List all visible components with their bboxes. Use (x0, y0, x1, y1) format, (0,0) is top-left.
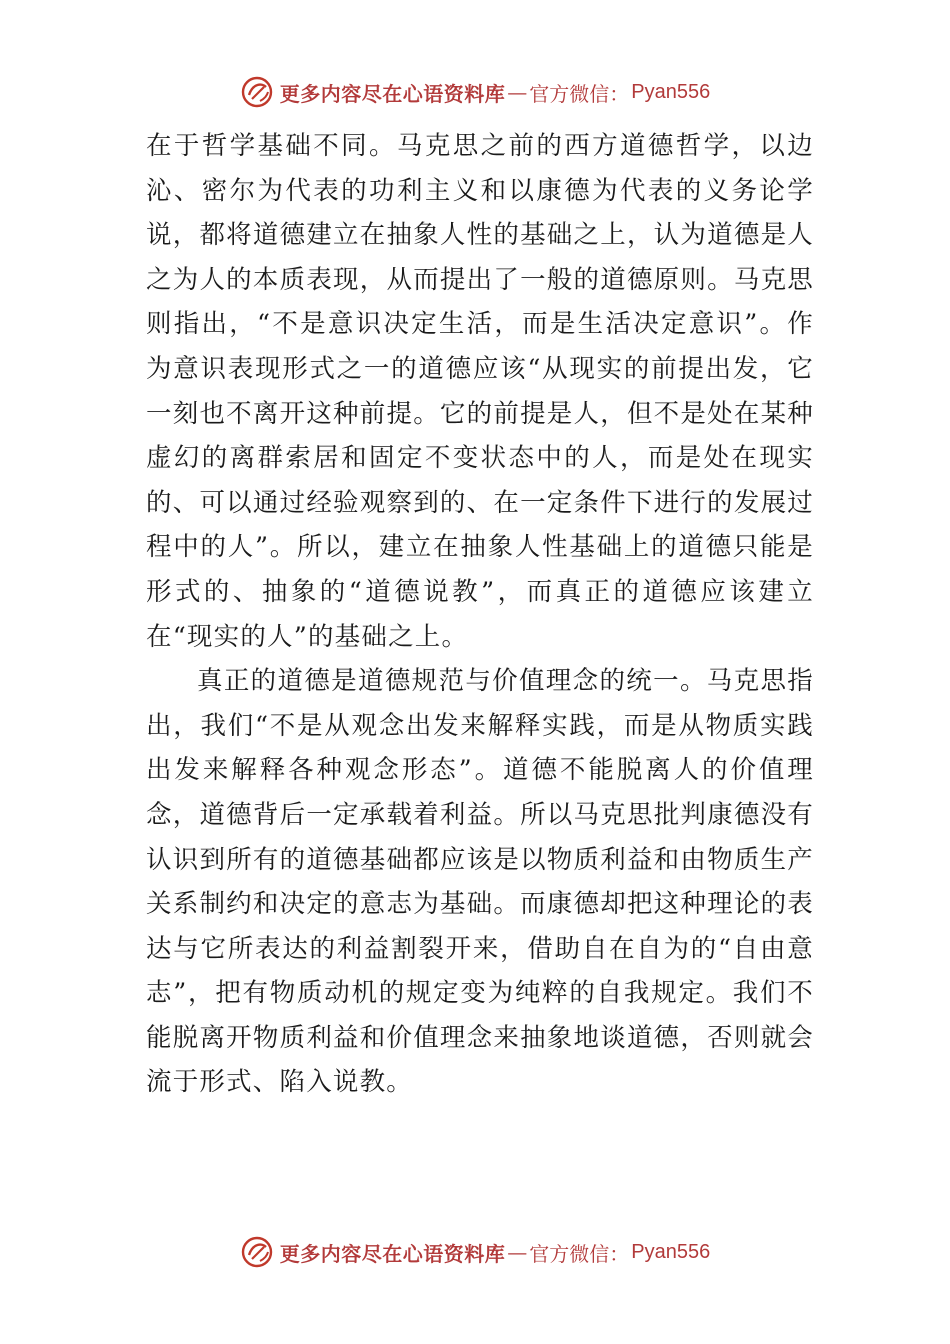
brand-logo-icon (240, 75, 274, 109)
brand-logo-icon (240, 1235, 274, 1269)
header-separator: — (507, 80, 528, 104)
body-paragraph-1: 在于哲学基础不同。马克思之前的西方道德哲学，以边沁、密尔为代表的功利主义和以康德为代表的义务论学说，都将道德建立在抽象人性的基础之上，认为道德是人之为人的本质表现，从而提出了一般的道德原则。马克思则指出，“不是意识决定生活，而是生活决定意识”。作为意识表现形式之一的道德应该“从现实的前提出发，它一刻也不离开这种前提。它的前提是人，但不是处在某种虚幻的离群索居和固定不变状态中的人，而是处在现实的、可以通过经验观察到的、在一定条件下进行的发展过程中的人”。所以，建立在抽象人性基础上的道德只能是形式的、抽象的“道德说教”，而真正的道德应该建立在“现实的人”的基础之上。 (146, 131, 814, 652)
header-banner (0, 72, 950, 112)
header-wechat-label: 官方微信： (529, 81, 630, 106)
footer-wechat-label: 官方微信： (529, 1241, 630, 1266)
footer-banner (0, 1232, 950, 1272)
header-banner-text: 更多内容尽在心语资料库 (279, 81, 506, 106)
footer-separator: — (507, 1240, 528, 1264)
document-body (146, 124, 814, 1105)
footer-banner-text: 更多内容尽在心语资料库 (279, 1241, 506, 1266)
footer-wechat-id: Pyan556 (631, 1240, 711, 1263)
header-wechat-id: Pyan556 (631, 80, 711, 103)
body-paragraph-2: 真正的道德是道德规范与价值理念的统一。马克思指出，我们“不是从观念出发来解释实践，而是从物质实践出发来解释各种观念形态”。道德不能脱离人的价值理念，道德背后一定承载着利益。所以马克思批判康德没有认识到所有的道德基础都应该是以物质利益和由物质生产关系制约和决定的意志为基础。而康德却把这种理论的表达与它所表达的利益割裂开来，借助自在自为的“自由意志”，把有物质动机的规定变为纯粹的自我规定。我们不能脱离开物质利益和价值理念来抽象地谈道德，否则就会流于形式、陷入说教。 (146, 666, 814, 1098)
